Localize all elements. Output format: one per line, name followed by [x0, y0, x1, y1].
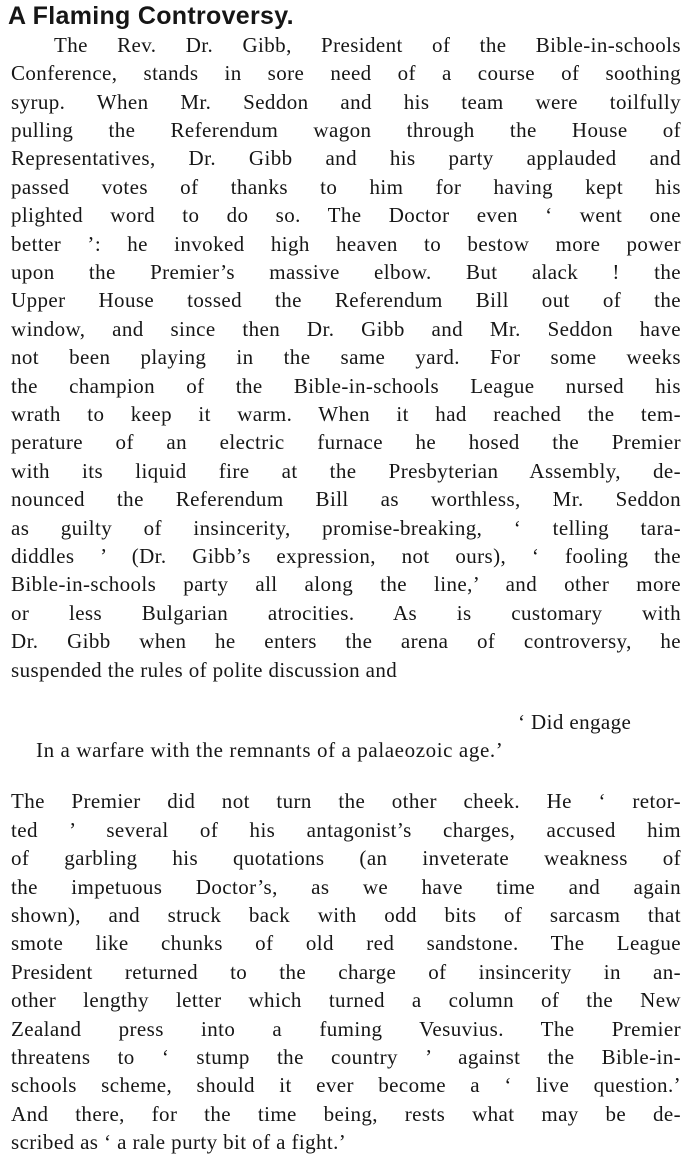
text-line: wrath to keep it warm. When it had reached the tem-	[11, 402, 681, 426]
text-line: suspended the rules of polite discussion and	[11, 658, 398, 682]
text-line: with its liquid fire at the Presbyterian Assembly, de-	[11, 459, 681, 483]
text-line: the impetuous Doctor’s, as we have time and again	[11, 875, 681, 899]
text-line: syrup. When Mr. Seddon and his team were toilfully	[11, 90, 681, 114]
text-line: smote like chunks of old red sandstone. The League	[11, 931, 681, 955]
text-line: perature of an electric furnace he hosed the Premier	[11, 430, 681, 454]
text-line: schools scheme, should it ever become a ‘ live question.’	[11, 1073, 681, 1097]
text-line: upon the Premier’s massive elbow. But alack ! the	[11, 260, 681, 284]
text-line: President returned to the charge of insincerity in an-	[11, 960, 681, 984]
text-line: not been playing in the same yard. For some weeks	[11, 345, 681, 369]
text-line: as guilty of insincerity, promise-breaking, ‘ telling tara-	[11, 516, 681, 540]
text-line: the champion of the Bible-in-schools League nursed his	[11, 374, 681, 398]
text-line: diddles ’ (Dr. Gibb’s expression, not ours), ‘ fooling the	[11, 544, 681, 568]
text-line: Representatives, Dr. Gibb and his party applauded and	[11, 146, 681, 170]
text-line: of garbling his quotations (an inveterate weakness of	[11, 846, 681, 870]
text-line: passed votes of thanks to him for having kept his	[11, 175, 681, 199]
text-line: or less Bulgarian atrocities. As is customary with	[11, 601, 681, 625]
text-line: Zealand press into a fuming Vesuvius. The Premier	[11, 1017, 681, 1041]
article-title: A Flaming Controversy.	[8, 2, 294, 30]
text-line: The Premier did not turn the other cheek. He ‘ retor-	[11, 789, 681, 813]
text-line: threatens to ‘ stump the country ’ against the Bible-in-	[11, 1045, 681, 1069]
verse-line: ‘ Did engage	[518, 710, 632, 734]
text-line: nounced the Referendum Bill as worthless, Mr. Seddon	[11, 487, 681, 511]
text-line: The Rev. Dr. Gibb, President of the Bible-in-schools	[54, 33, 681, 57]
text-line: pulling the Referendum wagon through the House of	[11, 118, 681, 142]
text-line: plighted word to do so. The Doctor even ‘ went one	[11, 203, 681, 227]
text-line: better ’: he invoked high heaven to bestow more power	[11, 232, 681, 256]
text-line: Dr. Gibb when he enters the arena of controversy, he	[11, 629, 681, 653]
text-line: Upper House tossed the Referendum Bill out of the	[11, 288, 681, 312]
text-line: other lengthy letter which turned a column of the New	[11, 988, 681, 1012]
text-line: scribed as ‘ a rale purty bit of a fight.’	[11, 1130, 347, 1154]
text-line: shown), and struck back with odd bits of sarcasm that	[11, 903, 681, 927]
text-line: Conference, stands in sore need of a course of soothing	[11, 61, 681, 85]
text-line: window, and since then Dr. Gibb and Mr. Seddon have	[11, 317, 681, 341]
verse-line: In a warfare with the remnants of a palaeozoic age.’	[36, 738, 504, 762]
text-line: Bible-in-schools party all along the line,’ and other more	[11, 572, 681, 596]
text-line: And there, for the time being, rests what may be de-	[11, 1102, 681, 1126]
text-line: ted ’ several of his antagonist’s charges, accused him	[11, 818, 681, 842]
